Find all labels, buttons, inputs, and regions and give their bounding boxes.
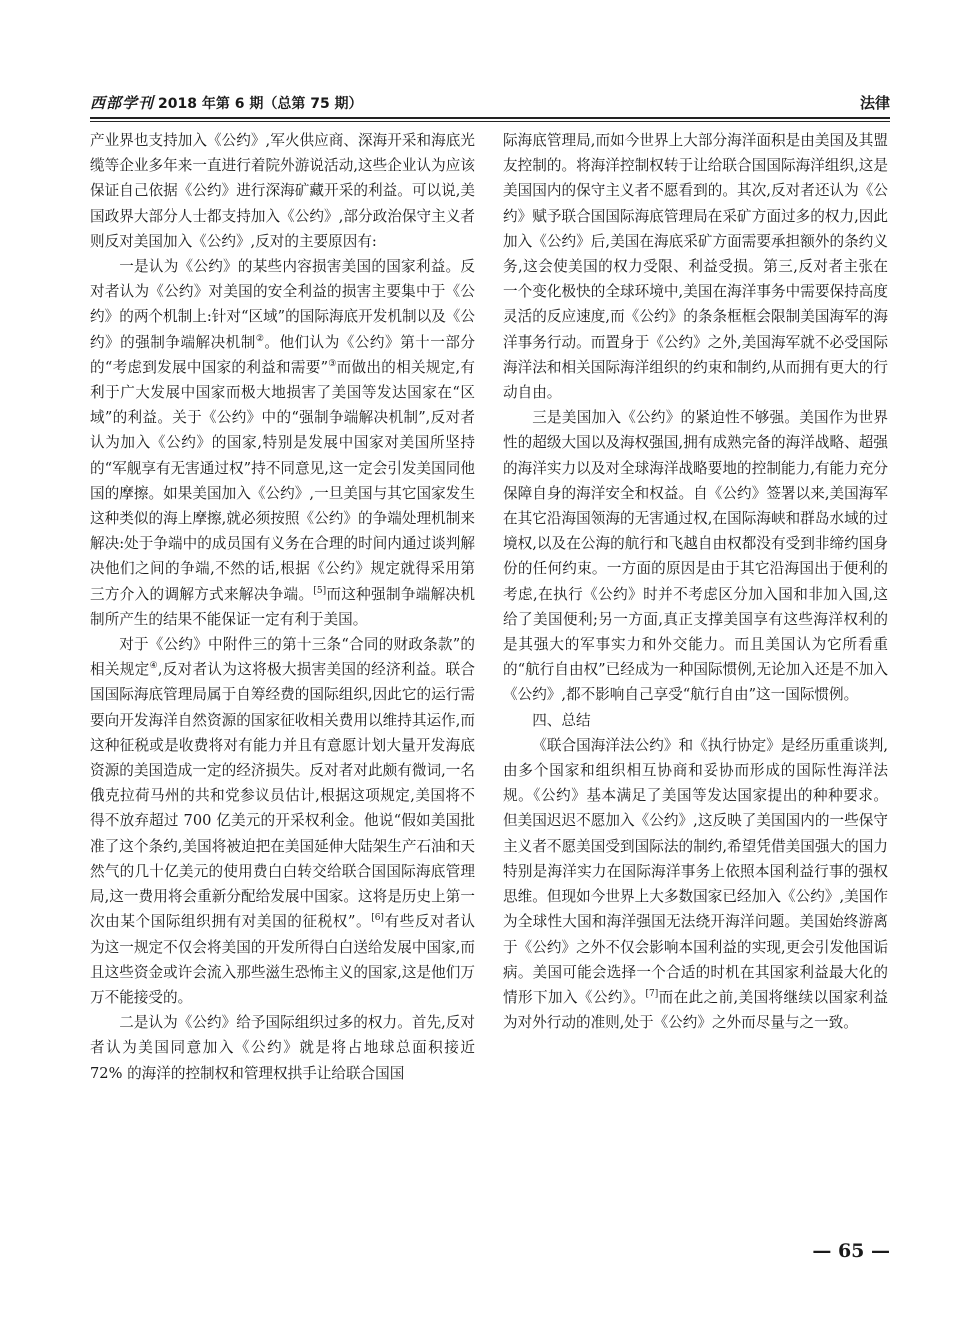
footnote-mark: ③ bbox=[328, 358, 337, 369]
reference-mark: [5] bbox=[313, 585, 327, 596]
paragraph: 《联合国海洋法公约》和《执行协定》是经历重重谈判,由多个国家和组织相互协商和妥协而形成的国际性海洋法规。《公约》基本满足了美国等发达国家提出的种种要求。但美国迟迟不愿加入《公约》,这反映了美国国内的一些保守主义者不愿美国受到国际法的制约,希望凭借美国强大的国力特别是海洋实力在国际海洋事务上依照本国利益行事的强权思维。但现如今世界上大多数国家已经加入《公约》,美国作为全球性大国和海洋强国无法绕开海洋问题。美国始终游离于《公约》之外不仅会影响本国利益的实现,更会引发他国诟病。美国可能会选择一个合适的时机在其国家利益最大化的情形下加入《公约》。[7]而在此之前,美国将继续以国家利益为对外行动的准则,处于《公约》之外而尽量与之一致。 bbox=[503, 736, 889, 1032]
page-number: — 65 — bbox=[812, 1240, 890, 1262]
section-heading: 四、总结 bbox=[532, 711, 591, 729]
left-column bbox=[90, 128, 475, 1086]
issue-info: 2018 年第 6 期（总第 75 期） bbox=[158, 96, 363, 112]
paragraph: 对于《公约》中附件三的第十三条“合同的财政条款”的相关规定④,反对者认为这将极大损害美国的经济利益。联合国国际海底管理局属于自筹经费的国际组织,因此它的运行需要向开发海洋自然资源的国家征收相关费用以维持其运作,而这种征税或是收费将对有能力并且有意愿计划大量开发海底资源的美国造成一定的经济损失。反对者对此颇有微词,一名俄克拉荷马州的共和党参议员估计,根据这项规定,美国将不得不放弃超过 700 亿美元的开采权利金。他说“假如美国批准了这个条约,美国将被迫把在美国延伸大陆架生产石油和天然气的几十亿美元的使用费白白转交给联合国国际海底管理局,这一费用将会重新分配给发展中国家。这将是历史上第一次由某个国际组织拥有对美国的征税权”。[6]有些反对者认为这一规定不仅会将美国的开发所得白白送给发展中国家,而且这些资金或许会流入那些滋生恐怖主义的国家,这是他们万万不能接受的。 bbox=[90, 636, 475, 1006]
running-header bbox=[90, 92, 890, 114]
right-column bbox=[503, 128, 888, 1035]
paragraph: 一是认为《公约》的某些内容损害美国的国家利益。反对者认为《公约》对美国的安全利益的损害主要集中于《公约》的两个机制上:针对“区域”的国际海底开发机制以及《公约》的强制争端解决机制②。他们认为《公约》第十一部分的“考虑到发展中国家的利益和需要”③而做出的相关规定,有利于广大发展中国家而极大地损害了美国等发达国家在“区域”的利益。关于《公约》中的“强制争端解决机制”,反对者认为加入《公约》的国家,特别是发展中国家对美国所坚持的“军舰享有无害通过权”持不同意见,这一定会引发美国同他国的摩擦。如果美国加入《公约》,一旦美国与其它国家发生这种类似的海上摩擦,就必须按照《公约》的争端处理机制来解决:处于争端中的成员国有义务在合理的时间内通过谈判解决他们之间的争端,不然的话,根据《公约》规定就得采用第三方介入的调解方式来解决争端。[5]而这种强制争端解决机制所产生的结果不能保证一定有利于美国。 bbox=[90, 258, 476, 628]
section-label: 法律 bbox=[859, 94, 890, 112]
reference-mark: [7] bbox=[645, 989, 659, 1000]
reference-mark: [6] bbox=[371, 913, 384, 924]
paragraph: 际海底管理局,而如今世界上大部分海洋面积是由美国及其盟友控制的。将海洋控制权转于让给联合国国际海洋组织,这是美国国内的保守主义者不愿看到的。其次,反对者还认为《公约》赋予联合国国际海底管理局在采矿方面过多的权力,因此加入《公约》后,美国在海底采矿方面需要承担额外的条约义务,这会使美国的权力受限、利益受损。第三,反对者主张在一个变化极快的全球环境中,美国在海洋事务中需要保持高度灵活的反应速度,而《公约》的条条框框会限制美国海军的海洋事务行动。而置身于《公约》之外,美国海军就不必受国际海洋法和相关国际海洋组织的约束和制约,从而拥有更大的行动自由。 bbox=[503, 132, 888, 402]
journal-title: 西部学刊 bbox=[90, 94, 155, 112]
header-rule bbox=[90, 117, 890, 119]
paragraph: 产业界也支持加入《公约》,军火供应商、深海开采和海底光缆等企业多年来一直进行着院外游说活动,这些企业认为应该保证自己依据《公约》进行深海矿藏开采的利益。可以说,美国政界大部分人士都支持加入《公约》,部分政治保守主义者则反对美国加入《公约》,反对的主要原因有: bbox=[90, 132, 475, 250]
paragraph: 二是认为《公约》给予国际组织过多的权力。首先,反对者认为美国同意加入《公约》就是将占地球总面积接近 72% 的海洋的控制权和管理权拱手让给联合国国 bbox=[90, 1014, 475, 1082]
footnote-mark: ② bbox=[255, 333, 265, 344]
header-rule-thin bbox=[90, 121, 890, 122]
footnote-mark: ④ bbox=[149, 661, 158, 672]
paragraph: 三是美国加入《公约》的紧迫性不够强。美国作为世界性的超级大国以及海权强国,拥有成熟完备的海洋战略、超强的海洋实力以及对全球海洋战略要地的控制能力,有能力充分保障自身的海洋安全和权益。自《公约》签署以来,美国海军在其它沿海国领海的无害通过权,在国际海峡和群岛水域的过境权,以及在公海的航行和飞越自由权都没有受到非缔约国身份的任何约束。一方面的原因是由于其它沿海国出于便利的考虑,在执行《公约》时并不考虑区分加入国和非加入国,这给了美国便利;另一方面,真正支撑美国享有这些海洋权利的是其强大的军事实力和外交能力。而且美国认为它所看重的“航行自由权”已经成为一种国际惯例,无论加入还是不加入《公约》,都不影响自己享受“航行自由”这一国际惯例。 bbox=[503, 409, 888, 704]
